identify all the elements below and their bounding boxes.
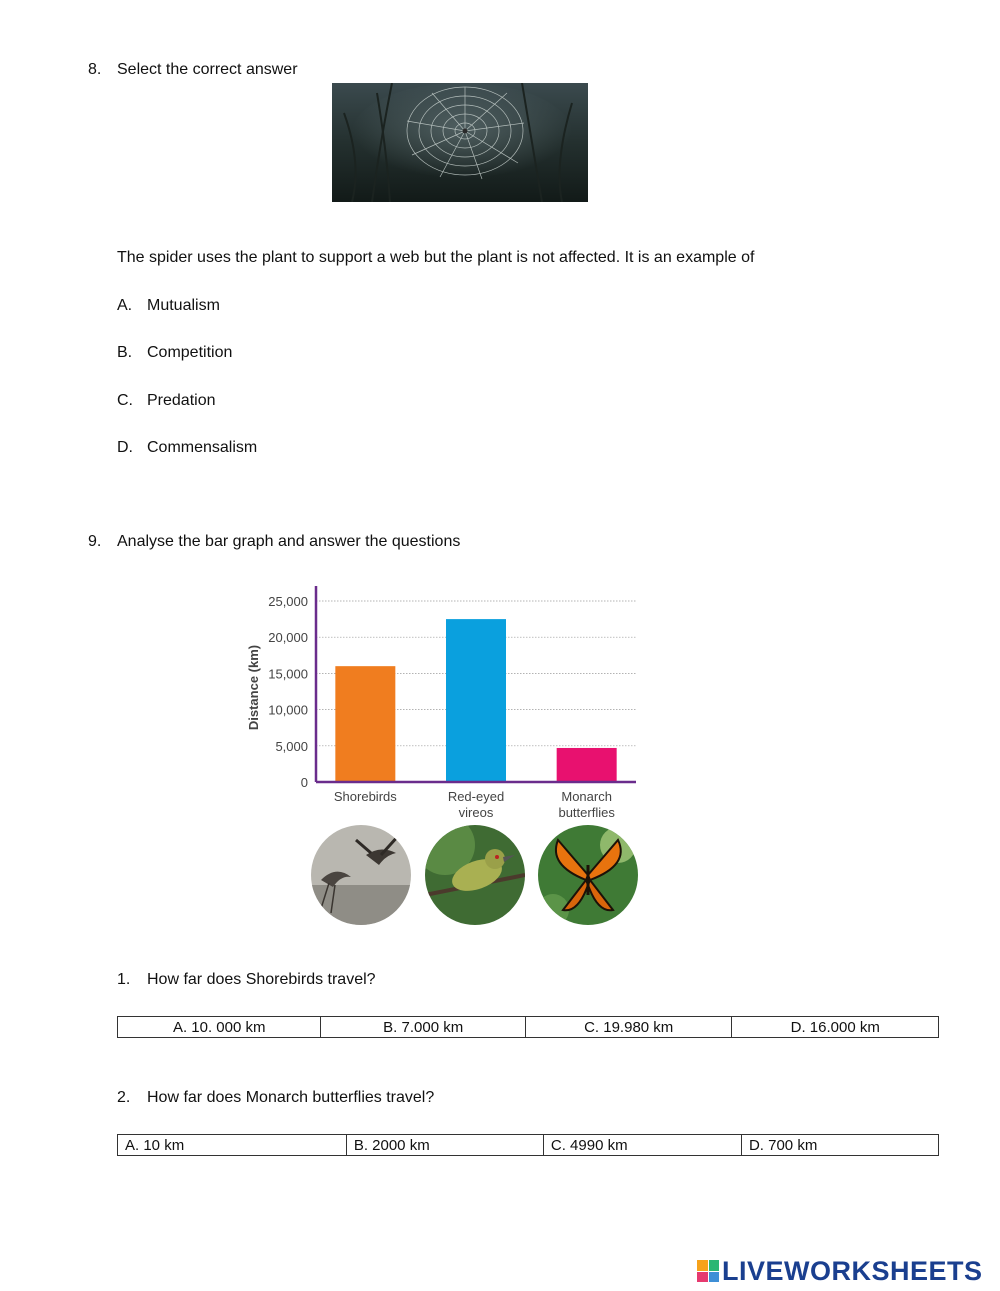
x-tick-label: Monarch butterflies	[558, 789, 615, 820]
red-eyed-vireo-photo	[425, 825, 525, 925]
q9-sub1-option-c[interactable]: C. 19.980 km	[525, 1017, 732, 1038]
q9-sub2-question: How far does Monarch butterflies travel?	[147, 1089, 435, 1106]
q9-sub2-option-b[interactable]: B. 2000 km	[346, 1135, 543, 1156]
q9-sub1-option-a[interactable]: A. 10. 000 km	[118, 1017, 321, 1038]
q9-sub2-option-a[interactable]: A. 10 km	[118, 1135, 347, 1156]
monarch-butterfly-photo	[538, 825, 638, 925]
q9-sub2-option-d[interactable]: D. 700 km	[741, 1135, 938, 1156]
distance-bar-chart	[240, 580, 650, 830]
q9-sub1-number: 1.	[117, 971, 131, 988]
y-tick-label: 10,000	[268, 702, 308, 718]
q9-sub2-number: 2.	[117, 1089, 131, 1106]
q9-prompt: Analyse the bar graph and answer the questions	[117, 533, 461, 550]
q8-option-c-letter: C.	[117, 392, 133, 409]
q9-number: 9.	[88, 533, 102, 550]
q9-sub1-answer-table	[117, 1016, 939, 1038]
q8-option-b[interactable]: Competition	[147, 344, 233, 361]
x-tick-label: Shorebirds	[333, 789, 397, 804]
q8-option-c[interactable]: Predation	[147, 392, 216, 409]
shorebirds-photo	[311, 825, 411, 925]
q8-option-d-letter: D.	[117, 439, 133, 456]
y-axis-label: Distance (km)	[246, 644, 261, 731]
q9-sub1-option-d[interactable]: D. 16.000 km	[732, 1017, 939, 1038]
q9-sub1-question: How far does Shorebirds travel?	[147, 971, 376, 988]
x-tick-label: Red-eyed vireos	[447, 789, 505, 820]
spider-web-photo	[332, 83, 588, 202]
liveworksheets-logo-text: LIVEWORKSHEETS	[722, 1255, 983, 1286]
y-tick-label: 25,000	[268, 594, 308, 609]
q9-sub2-answer-table	[117, 1134, 939, 1156]
liveworksheets-logo	[697, 1255, 983, 1287]
y-tick-label: 5,000	[275, 738, 308, 754]
q8-option-b-letter: B.	[117, 344, 133, 361]
q8-option-d[interactable]: Commensalism	[147, 439, 258, 456]
q8-option-a-letter: A.	[117, 297, 133, 314]
y-tick-label: 0	[300, 775, 308, 790]
bar-monarch-butterflies	[557, 748, 617, 782]
bar-red-eyed-vireos	[446, 619, 506, 782]
q8-prompt: Select the correct answer	[117, 61, 298, 78]
q9-sub2-option-c[interactable]: C. 4990 km	[543, 1135, 741, 1156]
y-tick-label: 15,000	[268, 666, 308, 682]
q9-sub1-option-b[interactable]: B. 7.000 km	[321, 1017, 525, 1038]
q8-statement: The spider uses the plant to support a web but the plant is not affected. It is an example of	[117, 249, 755, 266]
q8-option-a[interactable]: Mutualism	[147, 297, 220, 314]
liveworksheets-logo-icon	[697, 1260, 719, 1282]
q8-number: 8.	[88, 61, 102, 78]
y-tick-label: 20,000	[268, 630, 308, 646]
bar-shorebirds	[335, 666, 395, 782]
